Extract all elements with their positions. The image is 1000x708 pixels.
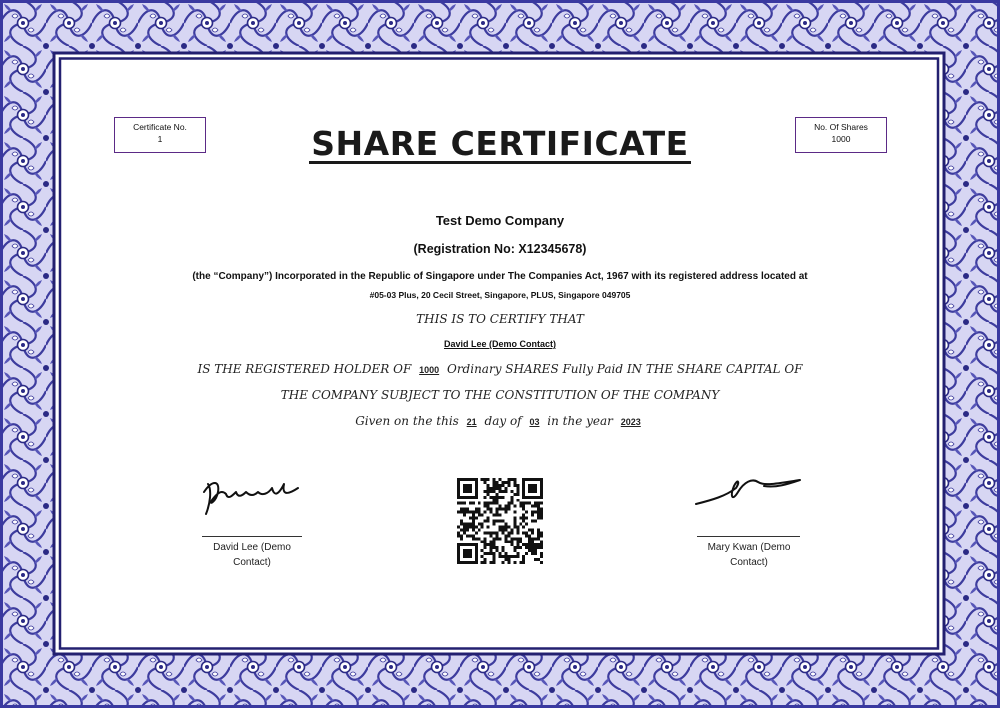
shares-count-inline: 1000 [419, 365, 440, 375]
constitution-statement: THE COMPANY SUBJECT TO THE CONSTITUTION OF THE COMPANY [280, 388, 720, 402]
registered-address: #05-03 Plus, 20 Cecil Street, Singapore, PLUS, Singapore 049705 [369, 290, 631, 300]
certificate-title: SHARE CERTIFICATE [311, 124, 689, 163]
given-prefix: Given on the this [355, 414, 459, 428]
signature-right-icon [692, 470, 807, 510]
incorporation-statement: (the “Company”) Incorporated in the Republic of Singapore under The Companies Act, 1967 with its registered address located at [192, 271, 808, 282]
holder-name-wrap [0, 339, 1000, 349]
signatory-left-name-line2: Contact) [233, 557, 271, 568]
registration-number: (Registration No: X12345678) [413, 242, 587, 256]
certify-statement: THIS IS TO CERTIFY THAT [416, 312, 584, 326]
shares-count-label: No. Of Shares [814, 122, 868, 132]
company-name: Test Demo Company [435, 213, 565, 228]
day-label: day of [484, 414, 522, 428]
holder-statement [0, 362, 1000, 376]
certificate-number-value: 1 [157, 134, 163, 144]
signatory-left-name-line1: David Lee (Demo [213, 542, 291, 553]
issue-day: 21 [466, 417, 477, 427]
holder-suffix: Ordinary SHARES Fully Paid IN THE SHARE CAPITAL OF [446, 362, 803, 376]
shares-count-value: 1000 [831, 134, 851, 144]
certificate-number-label: Certificate No. [133, 122, 187, 132]
signature-line-right [697, 536, 800, 537]
signatory-left-name [192, 540, 312, 570]
issue-date-statement [0, 414, 1000, 428]
holder-prefix: IS THE REGISTERED HOLDER OF [197, 362, 412, 376]
holder-name: David Lee (Demo Contact) [443, 339, 557, 349]
issue-month: 03 [529, 417, 540, 427]
certificate-title-wrap [0, 124, 1000, 164]
year-label: in the year [547, 414, 613, 428]
qr-code-icon [457, 478, 543, 564]
signature-line-left [202, 536, 302, 537]
signatory-right-name-line1: Mary Kwan (Demo [707, 542, 791, 553]
signatory-right-name-line2: Contact) [730, 557, 768, 568]
issue-year: 2023 [620, 417, 641, 427]
signatory-right-name [689, 540, 809, 570]
signature-left-icon [198, 470, 308, 518]
